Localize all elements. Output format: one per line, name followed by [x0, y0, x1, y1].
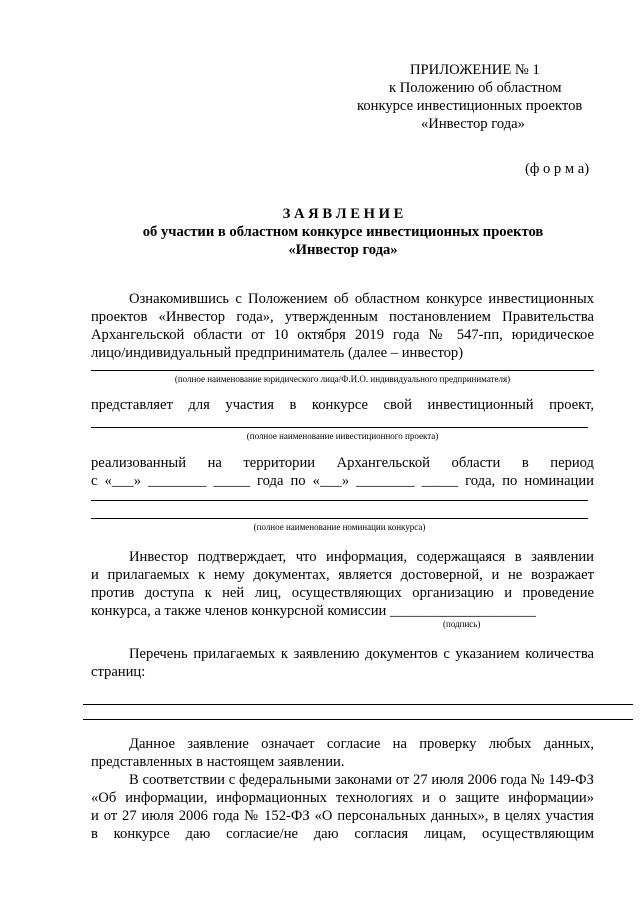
appendix-title: ПРИЛОЖЕНИЕ № 1	[410, 62, 540, 78]
text-line: конкурса, а также членов конкурсной комиссии ____________________	[91, 603, 536, 619]
text-line: лицо/индивидуальный предприниматель (далее – инвестор)	[91, 345, 464, 361]
text-line: против доступа к ней лиц, осуществляющих организацию и проведение	[91, 585, 594, 601]
text-line: страниц:	[91, 664, 146, 680]
fill-in-line	[91, 370, 594, 371]
field-caption: (полное наименование номинации конкурса)	[253, 522, 426, 532]
fill-in-line	[91, 518, 588, 519]
title-subtitle: об участии в областном конкурсе инвестиционных проектов	[142, 224, 544, 240]
fill-in-line	[83, 719, 633, 720]
text-line: и прилагаемых к нему документах, является достоверной, и не возражает	[91, 567, 594, 583]
text-line: Данное заявление означает согласие на проверку любых данных,	[129, 736, 594, 752]
text-line: Перечень прилагаемых к заявлению документов с указанием количества	[129, 646, 594, 662]
fill-in-line	[91, 500, 588, 501]
text-line: реализованный на территории Архангельской области в период	[91, 455, 594, 471]
title-main: З А Я В Л Е Н И Е	[282, 206, 404, 222]
fill-in-line	[91, 427, 588, 428]
appendix-line: «Инвестор года»	[421, 116, 525, 132]
text-line: представляет для участия в конкурсе свой инвестиционный проект,	[91, 397, 594, 413]
text-line: Инвестор подтверждает, что информация, содержащаяся в заявлении	[129, 549, 594, 565]
text-line: проектов «Инвестор года», утвержденным постановлением Правительства	[91, 309, 594, 325]
fill-in-line	[83, 704, 633, 705]
form-mark: (ф о р м а)	[525, 161, 590, 177]
field-caption: (полное наименование юридического лица/Ф.И.О. индивидуального предпринимателя)	[174, 374, 511, 384]
text-line: Архангельской области от 10 октября 2019 года № 547-пп, юридическое	[91, 327, 594, 343]
text-line: «Об информации, информационных технологиях и о защите информации»	[91, 790, 594, 806]
text-line: В соответствии с федеральными законами от 27 июля 2006 года № 149-ФЗ	[129, 772, 594, 788]
title-subtitle: «Инвестор года»	[288, 242, 398, 258]
text-line: Ознакомившись с Положением об областном конкурсе инвестиционных	[129, 291, 594, 307]
text-line: с «___» ________ _____ года по «___» ________ _____ года, по номинации	[91, 473, 594, 489]
signature-caption: (подпись)	[443, 619, 481, 629]
appendix-line: конкурсе инвестиционных проектов	[357, 98, 583, 114]
field-caption: (полное наименование инвестиционного проекта)	[246, 431, 439, 441]
appendix-line: к Положению об областном	[389, 80, 562, 96]
text-line: представленных в настоящем заявлении.	[91, 754, 345, 770]
text-line: в конкурсе даю согласие/не даю согласия лицам, осуществляющим	[91, 826, 594, 842]
text-line: и от 27 июля 2006 года № 152-ФЗ «О персональных данных», в целях участия	[91, 808, 594, 824]
